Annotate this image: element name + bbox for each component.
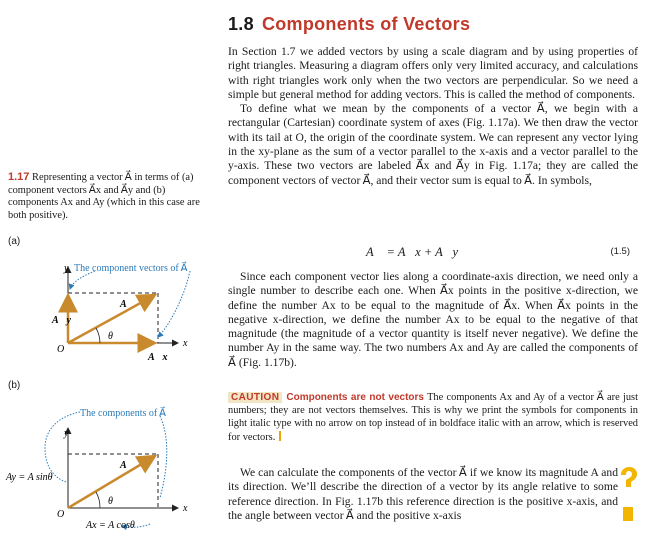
figure-panel-a bbox=[0, 255, 215, 375]
caution-end-mark bbox=[279, 431, 281, 441]
panel-b-label: (b) bbox=[8, 380, 21, 391]
main-text-middle bbox=[228, 270, 638, 370]
vec-a-label-b: A⃗ bbox=[120, 460, 135, 471]
y-label-b: y bbox=[64, 428, 69, 439]
equation-formula: A⃗ = A⃗x + A⃗y bbox=[366, 245, 459, 259]
origin-b: O bbox=[57, 509, 65, 520]
x-label-a: x bbox=[183, 338, 188, 349]
note-b: The components of A⃗ bbox=[80, 408, 166, 419]
ay-expression: Ay = A sinθ bbox=[6, 472, 53, 483]
ax-expression: Ax = A cosθ bbox=[86, 520, 135, 531]
caution-subhead: Components are not vectors bbox=[286, 392, 424, 403]
vec-a-label-a: A⃗ bbox=[120, 299, 135, 310]
figure-panel-b bbox=[0, 398, 215, 538]
equation-number: (1.5) bbox=[610, 246, 630, 257]
caution-text: The components Ax and Ay of a vector A⃗ are just numbers; they are not vectors themselves. This is why we print the symbols for components in light italic type with no arrow on top instead of in boldface italic with an arrow, which is reserved for vectors. bbox=[228, 392, 638, 443]
paragraph-2: To define what we mean by the components of a vector A⃗, we begin with a rectangular (Cartesian) coordinate system of axes (Fig. 1.17a). We then draw the vector with its tail at O, the origin of the coordinate system. We can represent any vector lying in the xy-plane as the sum of a vector parallel to the x-axis and a vector parallel to the y-axis. These two vectors are labeled A⃗x and A⃗y in Fig. 1.17a; they are called the component vectors of vector A⃗, and their vector sum is equal to A⃗. In symbols, bbox=[228, 102, 638, 187]
note-a: The component vectors of A⃗ bbox=[74, 263, 188, 274]
panel-a-label: (a) bbox=[8, 236, 21, 247]
caution-box bbox=[228, 391, 638, 444]
paragraph-4: We can calculate the components of the vector A⃗ if we know its magnitude A and its direction. We’ll describe the direction of a vector by its angle relative to some reference direction. In Fig. 1.17b this reference direction is the positive x-axis, and the angle between vector A⃗ and the positive x-axis bbox=[228, 466, 618, 522]
question-mark-dot-icon bbox=[623, 507, 633, 521]
x-label-b: x bbox=[183, 503, 188, 514]
vec-ax-label-a: A⃗x bbox=[148, 352, 168, 363]
paragraph-3: Since each component vector lies along a coordinate-axis direction, we need only a single number to describe each one. When A⃗x points in the positive x-direction, we define the number Ax to be equal to the magnitude of A⃗x. When A⃗x points in the negative x-direction, we define the number Ax to be equal to the negative of that magnitude (the magnitude of a vector quantity is itself never negative). We define the number Ay in the same way. The two numbers Ax and Ay are called the components of A⃗ (Fig. 1.17b). bbox=[228, 270, 638, 369]
figure-caption-text: Representing a vector A⃗ in terms of (a) component vectors A⃗x and A⃗y and (b) components Ax and Ay (which in this case are both positive). bbox=[8, 172, 200, 221]
main-text-bottom bbox=[228, 466, 618, 523]
question-mark-icon bbox=[617, 466, 639, 496]
paragraph-1: In Section 1.7 we added vectors by using a scale diagram and by using properties of right triangles. Measuring a diagram offers only very limited accuracy, and calculations with right triangles work only when the two vectors are perpendicular. So we need a simple but general method for adding vectors. This is called the method of components. bbox=[228, 45, 638, 101]
angle-a: θ bbox=[108, 331, 113, 342]
section-number: 1.8 bbox=[228, 14, 254, 34]
y-label-a: y bbox=[64, 263, 69, 274]
angle-b: θ bbox=[108, 496, 113, 507]
vec-ay-label-a: A⃗y bbox=[52, 315, 71, 326]
figure-number: 1.17 bbox=[8, 171, 30, 183]
section-title: Components of Vectors bbox=[261, 14, 471, 34]
origin-a: O bbox=[57, 344, 65, 355]
main-text-top bbox=[228, 45, 638, 188]
caution-label: CAUTION bbox=[228, 392, 282, 403]
section-heading bbox=[228, 14, 470, 35]
figure-caption bbox=[8, 171, 208, 222]
equation-1-5 bbox=[228, 245, 638, 261]
